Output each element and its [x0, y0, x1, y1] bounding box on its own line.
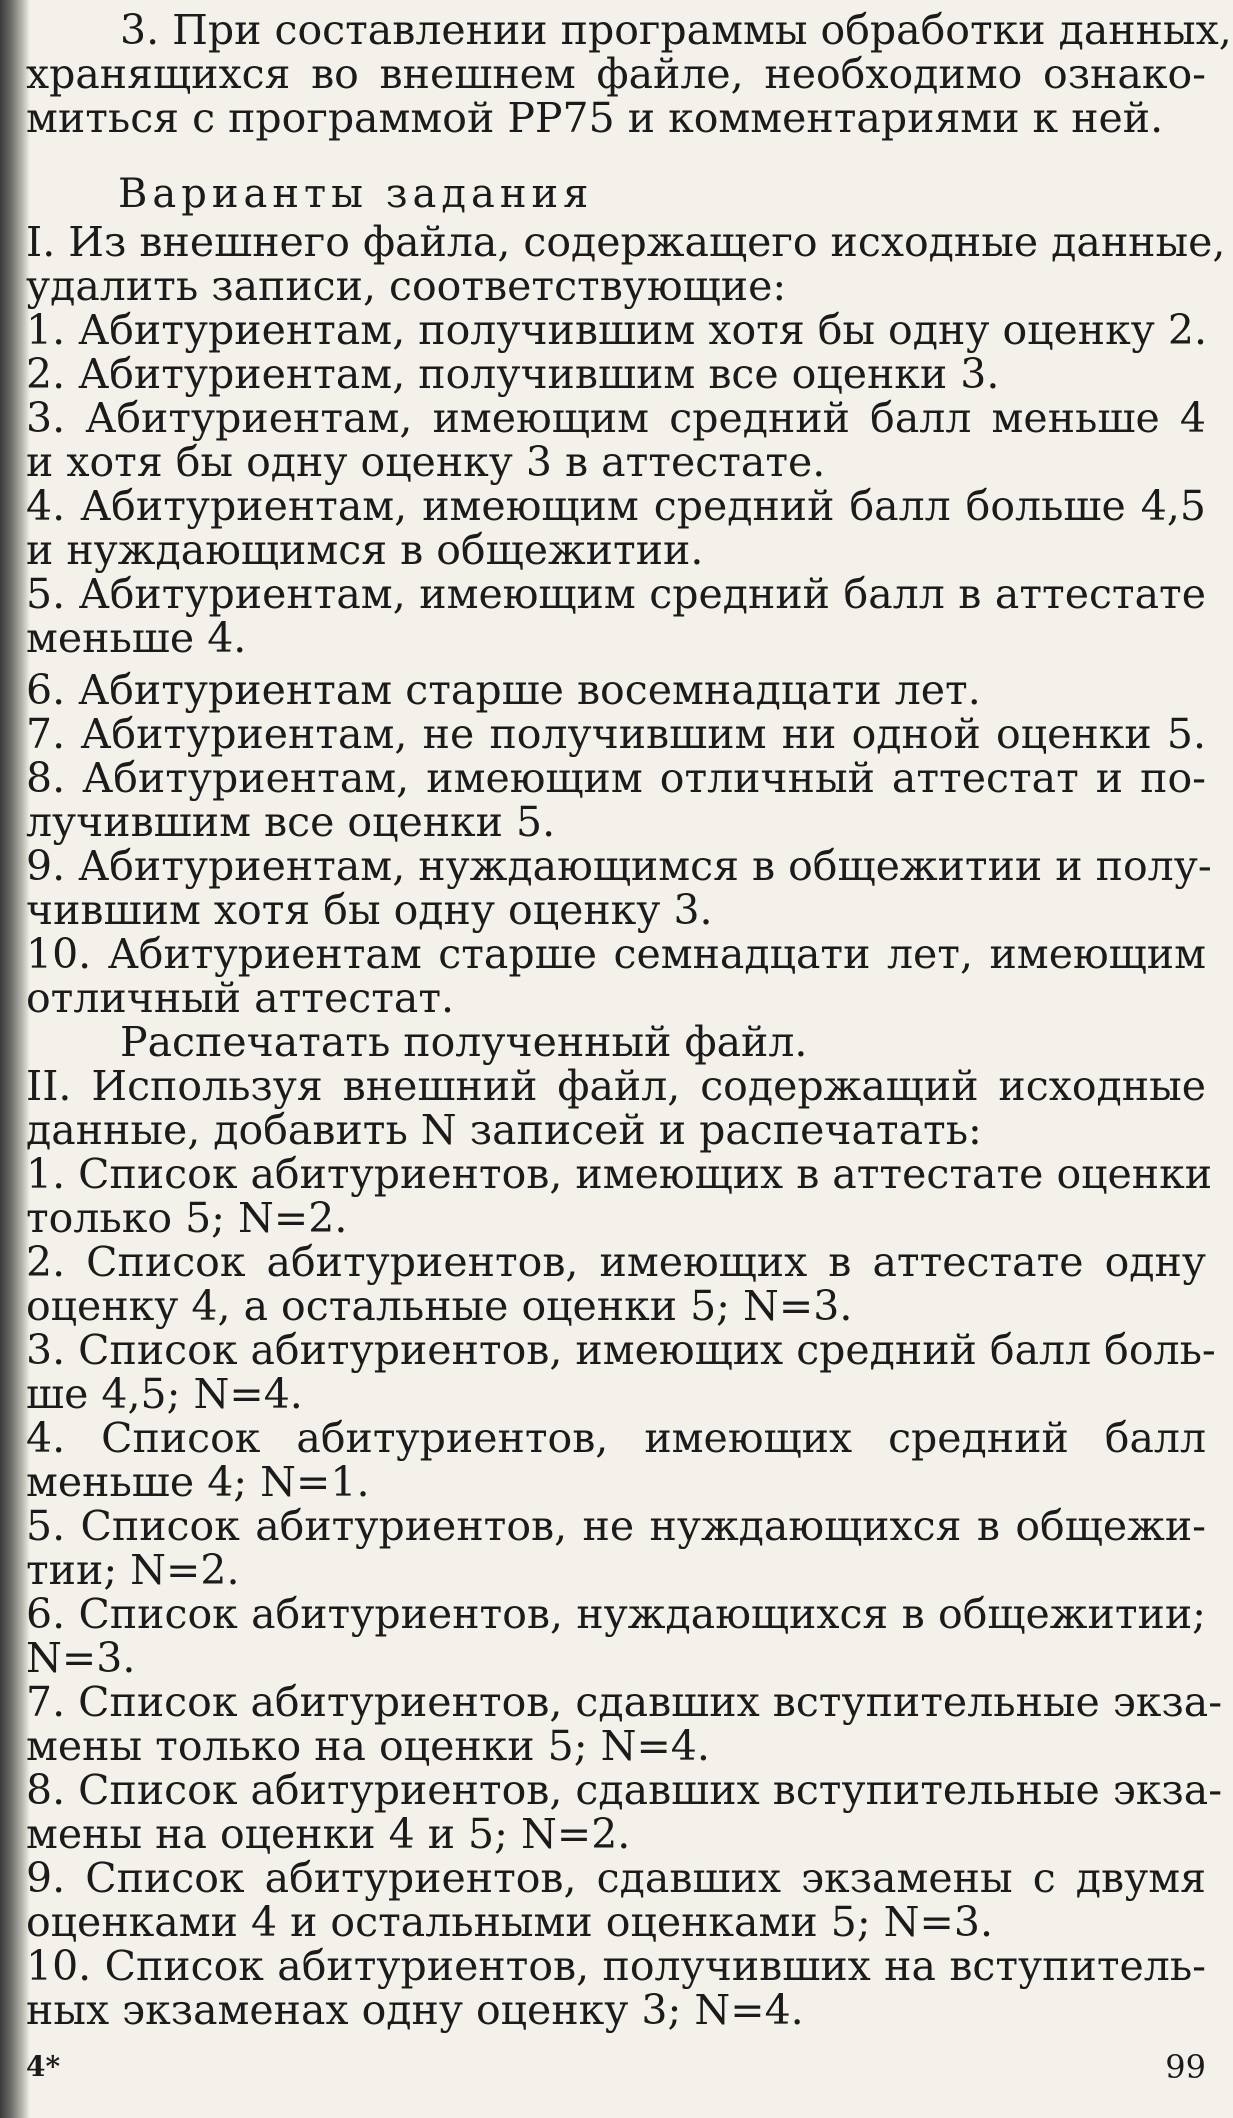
task-item-cont: N=3. [26, 1634, 136, 1682]
task-item: 5. Список абитуриентов, не нуждающихся в общежи- [26, 1502, 1206, 1550]
task-item-cont: чившим хотя бы одну оценку 3. [26, 886, 713, 934]
task-instruction: Распечатать полученный файл. [120, 1018, 808, 1066]
task-item: 9. Список абитуриентов, сдавших экзамены с двумя [26, 1854, 1206, 1902]
task-item: 4. Абитуриентам, имеющим средний балл больше 4,5 [26, 482, 1206, 530]
task-item-cont: ше 4,5; N=4. [26, 1370, 303, 1418]
task-line: данные, добавить N записей и распечатать: [26, 1106, 982, 1154]
task-item: 10. Список абитуриентов, получивших на вступитель- [26, 1942, 1206, 1990]
page-number: 99 [1165, 2048, 1206, 2086]
task-item: 1. Список абитуриентов, имеющих в аттестате оценки [26, 1150, 1213, 1198]
task-item: 3. Абитуриентам, имеющим средний балл меньше 4 [26, 394, 1206, 442]
task-item-cont: лучившим все оценки 5. [26, 798, 556, 846]
intro-line: хранящихся во внешнем файле, необходимо ознако- [26, 50, 1206, 98]
signature-mark: 4* [26, 2050, 61, 2083]
intro-line: миться с программой РР75 и комментариями к ней. [26, 94, 1164, 142]
intro-line: 3. При составлении программы обработки данных, [120, 6, 1232, 54]
task-item: 7. Абитуриентам, не получившим ни одной оценки 5. [26, 710, 1206, 758]
task-item: 9. Абитуриентам, нуждающимся в общежитии и полу- [26, 842, 1212, 890]
task-item-cont: мены только на оценки 5; N=4. [26, 1722, 710, 1770]
task-item: 8. Список абитуриентов, сдавших вступительные экза- [26, 1766, 1223, 1814]
task-item-cont: ных экзаменах одну оценку 3; N=4. [26, 1986, 804, 2034]
task-line: удалить записи, соответствующие: [26, 262, 787, 310]
task-item-cont: меньше 4; N=1. [26, 1458, 370, 1506]
task-item: 6. Абитуриентам старше восемнадцати лет. [26, 666, 981, 714]
task-item: 4. Список абитуриентов, имеющих средний балл [26, 1414, 1206, 1462]
task-item-cont: меньше 4. [26, 614, 247, 662]
task-item: 5. Абитуриентам, имеющим средний балл в аттестате [26, 570, 1206, 618]
task-item: 7. Список абитуриентов, сдавших вступительные экза- [26, 1678, 1223, 1726]
task-item: 6. Список абитуриентов, нуждающихся в общежитии; [26, 1590, 1206, 1638]
task-item: 3. Список абитуриентов, имеющих средний балл боль- [26, 1326, 1216, 1374]
book-page [26, 0, 1232, 2118]
task-item-cont: мены на оценки 4 и 5; N=2. [26, 1810, 631, 1858]
task-item: 10. Абитуриентам старше семнадцати лет, имеющим [26, 930, 1206, 978]
task-item: 2. Абитуриентам, получившим все оценки 3. [26, 350, 1000, 398]
task-item: 1. Абитуриентам, получившим хотя бы одну оценку 2. [26, 306, 1208, 354]
task-item-cont: оценку 4, а остальные оценки 5; N=3. [26, 1282, 853, 1330]
task-item-cont: отличный аттестат. [26, 974, 455, 1022]
task-item: 8. Абитуриентам, имеющим отличный аттестат и по- [26, 754, 1206, 802]
task-item-cont: тии; N=2. [26, 1546, 240, 1594]
task-item-cont: только 5; N=2. [26, 1194, 348, 1242]
task-item-cont: и хотя бы одну оценку 3 в аттестате. [26, 438, 826, 486]
section-heading: Варианты задания [118, 171, 594, 217]
task-item: 2. Список абитуриентов, имеющих в аттестате одну [26, 1238, 1206, 1286]
task-item-cont: и нуждающимся в общежитии. [26, 526, 704, 574]
task-item-cont: оценками 4 и остальными оценками 5; N=3. [26, 1898, 994, 1946]
task-line: I. Из внешнего файла, содержащего исходные данные, [26, 218, 1226, 266]
task-line: II. Используя внешний файл, содержащий исходные [26, 1062, 1206, 1110]
